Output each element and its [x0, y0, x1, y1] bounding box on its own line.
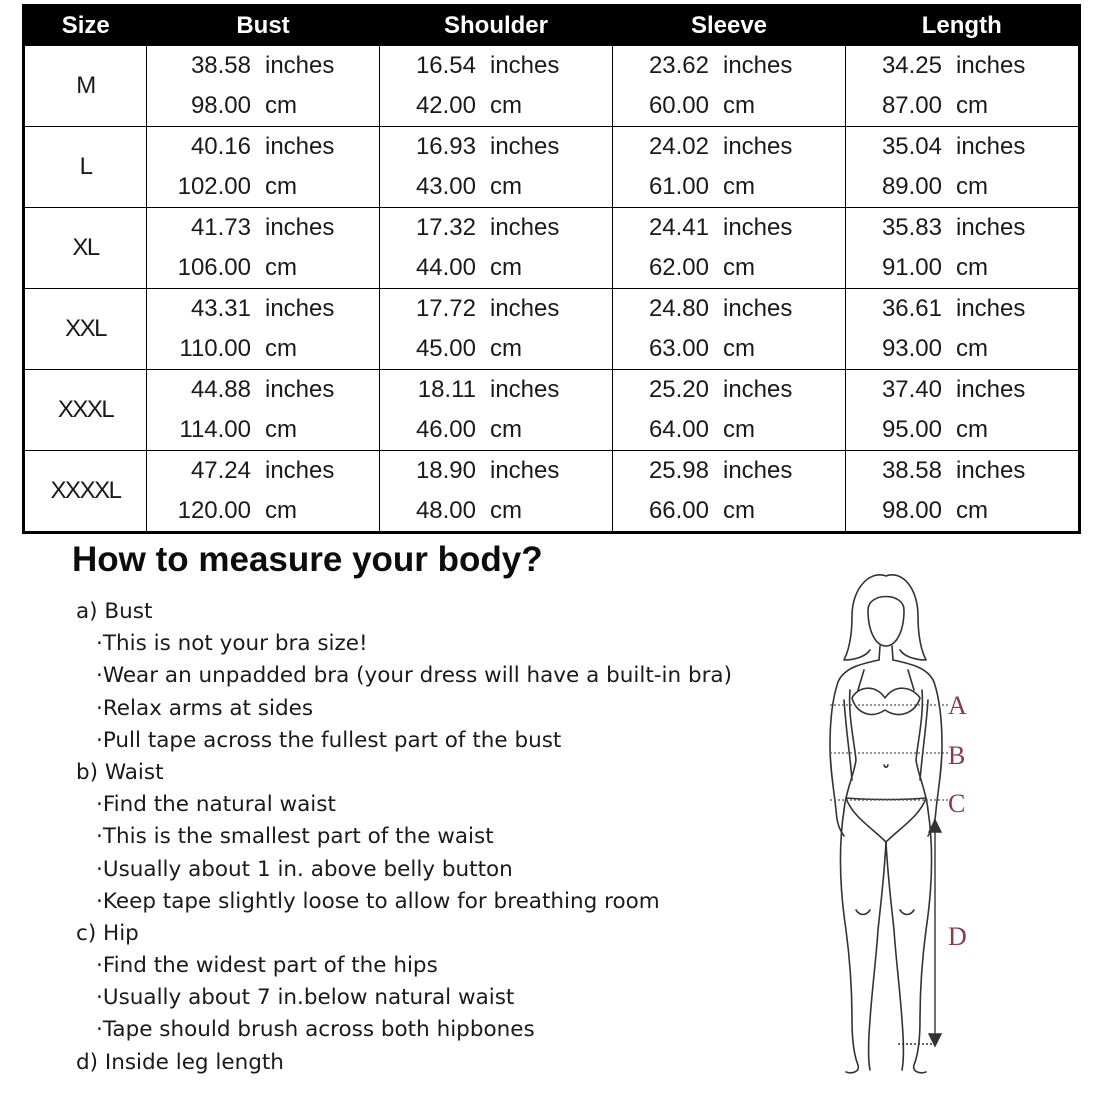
measurement-number: 44.88 [190, 376, 251, 403]
guide-tip: ·Relax arms at sides [96, 695, 314, 721]
measurement-unit: inches [265, 52, 335, 79]
measurement-unit: inches [490, 457, 560, 484]
body-measurement-figure [800, 560, 1000, 1085]
measurement-guide [76, 596, 776, 1079]
shoulder-cm-value [380, 169, 612, 205]
shoulder-inches-value [380, 48, 612, 84]
measurement-unit: cm [956, 92, 988, 119]
guide-section-title: b) Waist [76, 759, 164, 785]
sleeve-cm-value [613, 169, 845, 205]
size-label: L [24, 127, 147, 208]
measurement-unit: cm [956, 335, 988, 362]
measurement-unit: inches [956, 52, 1026, 79]
measurement-unit: cm [723, 416, 755, 443]
length-cell [846, 208, 1080, 289]
measurement-unit: cm [723, 497, 755, 524]
measurement-unit: cm [956, 173, 988, 200]
bust-cell [147, 127, 380, 208]
measurement-unit: inches [956, 376, 1026, 403]
bust-inches-value [147, 372, 379, 408]
size-label: XXXXL [24, 451, 147, 533]
shoulder-cm-value [380, 412, 612, 448]
measurement-number: 24.80 [648, 295, 709, 322]
bust-inches-value [147, 453, 379, 489]
length-cell [846, 289, 1080, 370]
length-cm-value [846, 331, 1078, 367]
shoulder-cell [380, 208, 613, 289]
measurement-number: 25.20 [648, 376, 709, 403]
shoulder-cm-value [380, 250, 612, 286]
guide-tip: ·Usually about 1 in. above belly button [96, 856, 513, 882]
sleeve-cm-value [613, 493, 845, 529]
bust-cell [147, 208, 380, 289]
header-length: Length [846, 6, 1080, 46]
measurement-unit: cm [490, 335, 522, 362]
measurement-unit: inches [956, 295, 1026, 322]
measurement-number: 35.83 [881, 214, 942, 241]
label-a: A [948, 691, 967, 720]
length-inches-value [846, 372, 1078, 408]
label-c: C [948, 789, 966, 818]
measurement-unit: cm [490, 416, 522, 443]
measurement-number: 36.61 [881, 295, 942, 322]
bust-cm-value [147, 88, 379, 124]
measurement-unit: inches [265, 133, 335, 160]
shoulder-cell [380, 451, 613, 533]
measurement-number: 41.73 [190, 214, 251, 241]
sleeve-cell [613, 370, 846, 451]
size-chart-table [22, 4, 1081, 534]
measurement-unit: cm [490, 92, 522, 119]
measurement-number: 18.11 [417, 376, 476, 403]
shoulder-cm-value [380, 493, 612, 529]
length-cell [846, 127, 1080, 208]
measurement-number: 110.00 [179, 335, 251, 362]
guide-tip: ·Find the widest part of the hips [96, 953, 438, 979]
measurement-unit: cm [265, 497, 297, 524]
header-bust: Bust [147, 6, 380, 46]
measurement-number: 43.00 [415, 173, 476, 200]
measurement-number: 63.00 [648, 335, 709, 362]
measurement-number: 17.32 [415, 214, 476, 241]
measurement-unit: inches [490, 376, 560, 403]
measurement-number: 46.00 [415, 416, 476, 443]
guide-tip: ·Wear an unpadded bra (your dress will have a built-in bra) [96, 663, 732, 689]
measurement-number: 24.02 [648, 133, 709, 160]
measurement-number: 98.00 [190, 92, 251, 119]
guide-tip: ·Pull tape across the fullest part of the bust [96, 727, 562, 753]
measurement-number: 45.00 [415, 335, 476, 362]
measurement-number: 47.24 [190, 457, 251, 484]
guide-tip: ·This is not your bra size! [96, 631, 368, 657]
bust-cell [147, 370, 380, 451]
measurement-number: 43.31 [190, 295, 251, 322]
measure-lines [830, 705, 948, 800]
measurement-unit: cm [723, 254, 755, 281]
measurement-unit: inches [490, 214, 560, 241]
sleeve-inches-value [613, 372, 845, 408]
measurement-unit: inches [956, 133, 1026, 160]
bust-inches-value [147, 48, 379, 84]
measurement-unit: inches [723, 214, 793, 241]
size-label: XL [24, 208, 147, 289]
shoulder-inches-value [380, 291, 612, 327]
bust-cm-value [147, 169, 379, 205]
measurement-unit: cm [490, 497, 522, 524]
shoulder-cm-value [380, 88, 612, 124]
measurement-unit: cm [723, 335, 755, 362]
length-cell [846, 370, 1080, 451]
measurement-unit: cm [956, 497, 988, 524]
guide-section-title: c) Hip [76, 920, 139, 946]
label-b: B [948, 741, 966, 770]
measurement-number: 24.41 [648, 214, 709, 241]
measurement-number: 60.00 [648, 92, 709, 119]
measurement-number: 34.25 [881, 52, 942, 79]
sleeve-cm-value [613, 250, 845, 286]
size-table-body [24, 46, 1080, 533]
bust-cm-value [147, 493, 379, 529]
measurement-unit: inches [956, 457, 1026, 484]
measurement-number: 62.00 [648, 254, 709, 281]
sleeve-cell [613, 451, 846, 533]
sleeve-inches-value [613, 291, 845, 327]
shoulder-cell [380, 127, 613, 208]
measurement-unit: inches [490, 133, 560, 160]
length-cm-value [846, 412, 1078, 448]
measurement-number: 102.00 [177, 173, 251, 200]
sleeve-inches-value [613, 129, 845, 165]
measurement-number: 66.00 [648, 497, 709, 524]
guide-tip: ·This is the smallest part of the waist [96, 824, 494, 850]
measurement-unit: cm [956, 254, 988, 281]
measurement-number: 120.00 [177, 497, 251, 524]
sleeve-cell [613, 208, 846, 289]
measurement-unit: inches [723, 295, 793, 322]
sleeve-inches-value [613, 210, 845, 246]
bust-cm-value [147, 412, 379, 448]
length-cell [846, 451, 1080, 533]
measurement-number: 44.00 [415, 254, 476, 281]
length-inches-value [846, 48, 1078, 84]
measurement-unit: inches [956, 214, 1026, 241]
measurement-unit: inches [265, 295, 335, 322]
how-to-measure-heading: How to measure your body? [72, 540, 543, 579]
measurement-number: 89.00 [881, 173, 942, 200]
measurement-number: 91.00 [881, 254, 942, 281]
measurement-number: 87.00 [881, 92, 942, 119]
measurement-number: 40.16 [190, 133, 251, 160]
header-sleeve: Sleeve [613, 6, 846, 46]
table-row [24, 451, 1080, 533]
measurement-unit: inches [265, 376, 335, 403]
shoulder-inches-value [380, 453, 612, 489]
sleeve-cm-value [613, 88, 845, 124]
measurement-number: 42.00 [415, 92, 476, 119]
measurement-unit: cm [490, 254, 522, 281]
shoulder-inches-value [380, 372, 612, 408]
length-cm-value [846, 493, 1078, 529]
bust-cell [147, 289, 380, 370]
header-shoulder: Shoulder [380, 6, 613, 46]
length-inches-value [846, 210, 1078, 246]
measurement-number: 17.72 [415, 295, 476, 322]
size-label: XXL [24, 289, 147, 370]
guide-tip: ·Usually about 7 in.below natural waist [96, 985, 515, 1011]
measurement-unit: cm [265, 335, 297, 362]
shoulder-cm-value [380, 331, 612, 367]
measurement-unit: inches [723, 457, 793, 484]
measurement-number: 98.00 [881, 497, 942, 524]
measurement-unit: inches [723, 376, 793, 403]
header-size: Size [24, 6, 147, 46]
bust-cell [147, 451, 380, 533]
sleeve-cell [613, 127, 846, 208]
measurement-unit: cm [490, 173, 522, 200]
measurement-number: 64.00 [648, 416, 709, 443]
length-inches-value [846, 453, 1078, 489]
guide-tip: ·Find the natural waist [96, 792, 336, 818]
bust-cm-value [147, 331, 379, 367]
length-cm-value [846, 250, 1078, 286]
bust-cm-value [147, 250, 379, 286]
measurement-number: 61.00 [648, 173, 709, 200]
measurement-unit: cm [956, 416, 988, 443]
measurement-number: 114.00 [179, 416, 251, 443]
body-outline [830, 575, 942, 1073]
length-inches-value [846, 129, 1078, 165]
measurement-unit: inches [723, 133, 793, 160]
bust-cell [147, 46, 380, 127]
measurement-unit: inches [490, 295, 560, 322]
measurement-unit: inches [723, 52, 793, 79]
size-label: M [24, 46, 147, 127]
measurement-number: 37.40 [881, 376, 942, 403]
table-row [24, 370, 1080, 451]
sleeve-inches-value [613, 48, 845, 84]
length-cell [846, 46, 1080, 127]
measurement-number: 25.98 [648, 457, 709, 484]
shoulder-cell [380, 370, 613, 451]
guide-section-title: d) Inside leg length [76, 1049, 284, 1075]
measurement-number: 106.00 [177, 254, 251, 281]
sleeve-inches-value [613, 453, 845, 489]
bust-inches-value [147, 210, 379, 246]
size-label: XXXL [24, 370, 147, 451]
sleeve-cell [613, 46, 846, 127]
table-row [24, 208, 1080, 289]
label-d: D [948, 922, 967, 951]
measurement-number: 93.00 [881, 335, 942, 362]
measurement-number: 95.00 [881, 416, 942, 443]
measurement-number: 16.93 [415, 133, 476, 160]
sleeve-cell [613, 289, 846, 370]
measurement-number: 35.04 [881, 133, 942, 160]
shoulder-cell [380, 46, 613, 127]
measurement-unit: cm [265, 92, 297, 119]
measurement-unit: inches [265, 214, 335, 241]
measurement-number: 48.00 [415, 497, 476, 524]
length-inches-value [846, 291, 1078, 327]
bust-inches-value [147, 129, 379, 165]
guide-tip: ·Keep tape slightly loose to allow for breathing room [96, 888, 660, 914]
length-cm-value [846, 88, 1078, 124]
table-row [24, 289, 1080, 370]
sleeve-cm-value [613, 331, 845, 367]
measurement-unit: cm [723, 92, 755, 119]
shoulder-inches-value [380, 129, 612, 165]
bust-inches-value [147, 291, 379, 327]
sleeve-cm-value [613, 412, 845, 448]
measurement-number: 38.58 [190, 52, 251, 79]
measurement-unit: cm [265, 416, 297, 443]
table-header-row [24, 6, 1080, 46]
shoulder-cell [380, 289, 613, 370]
measurement-unit: inches [265, 457, 335, 484]
measurement-unit: cm [265, 173, 297, 200]
shoulder-inches-value [380, 210, 612, 246]
table-row [24, 127, 1080, 208]
measurement-number: 38.58 [881, 457, 942, 484]
measurement-number: 23.62 [648, 52, 709, 79]
table-row [24, 46, 1080, 127]
measurement-unit: cm [265, 254, 297, 281]
guide-tip: ·Tape should brush across both hipbones [96, 1017, 535, 1043]
measurement-number: 18.90 [415, 457, 476, 484]
measurement-unit: inches [490, 52, 560, 79]
length-cm-value [846, 169, 1078, 205]
guide-section-title: a) Bust [76, 599, 153, 624]
measurement-number: 16.54 [415, 52, 476, 79]
measurement-unit: cm [723, 173, 755, 200]
